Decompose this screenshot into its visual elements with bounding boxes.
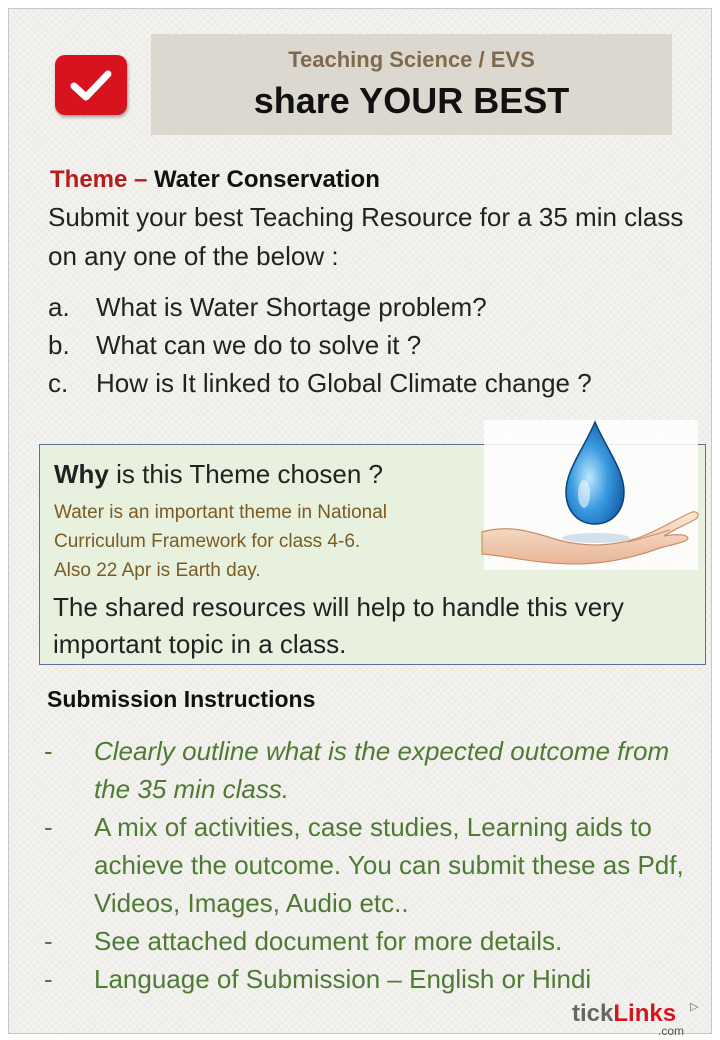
checkmark-icon [69,67,113,103]
instruction-dash: - [44,812,53,842]
question-letter: b. [48,330,70,360]
theme-value: Water Conservation [154,166,380,193]
header-subtitle: Teaching Science / EVS [288,47,535,72]
question-text: What can we do to solve it ? [96,330,422,360]
why-title [54,459,383,490]
header-box [151,34,672,135]
why-title-bold: Why [54,459,109,489]
why-detail-line: Water is an important theme in National [54,502,388,523]
water-drop-hand-icon [478,414,700,574]
instruction-dash: - [44,964,53,994]
logo-links: Links [613,1000,677,1027]
question-item [48,288,698,326]
logo-com: .com [658,1024,685,1038]
question-letter: c. [48,368,69,398]
question-text: How is It linked to Global Climate change ? [96,368,592,398]
instruction-list [44,732,704,998]
instruction-dash: - [44,736,53,766]
instruction-text: See attached document for more details. [94,926,563,956]
instruction-item [44,808,704,922]
instruction-text: A mix of activities, case studies, Learning aids to achieve the outcome. You can submit these as Pdf, Videos, Images, Audio etc.. [94,812,684,918]
instruction-dash: - [44,926,53,956]
instruction-text: Clearly outline what is the expected outcome from the 35 min class. [94,736,670,804]
question-item [48,364,698,402]
instruction-item [44,960,704,998]
theme-label: Theme – [50,166,148,193]
logo-arrow-icon: ▷ [690,1001,699,1013]
why-detail [54,498,484,585]
question-item [48,326,698,364]
checkmark-badge [55,55,127,115]
theme-line [50,166,380,194]
why-title-rest: is this Theme chosen ? [116,459,384,489]
instruction-item [44,922,704,960]
instruction-item [44,732,704,808]
submission-heading: Submission Instructions [47,686,316,712]
question-text: What is Water Shortage problem? [96,292,487,322]
logo-tick: tick [572,1000,614,1027]
question-list [48,288,698,402]
why-summary: The shared resources will help to handle this very important topic in a class. [53,592,624,659]
why-detail-line: Also 22 Apr is Earth day. [54,560,261,581]
ticklinks-logo [572,1000,704,1040]
question-letter: a. [48,292,70,322]
header-title: share YOUR BEST [253,80,570,121]
instruction-text: Language of Submission – English or Hindi [94,964,592,994]
intro-text: Submit your best Teaching Resource for a 35 min class on any one of the below : [48,202,684,271]
why-detail-line: Curriculum Framework for class 4-6. [54,531,361,552]
